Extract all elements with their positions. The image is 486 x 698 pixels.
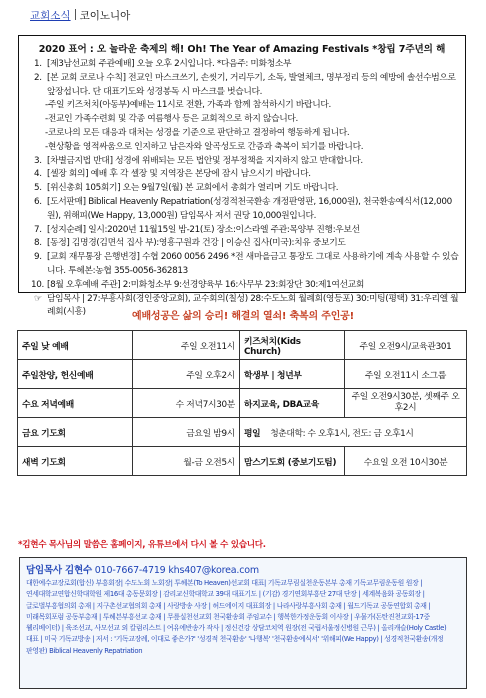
notice-subitem [19,113,465,127]
item-text: [본 교회 코로나 수칙] 전교인 마스크쓰기, 손씻기, 거리두기, 소독, 발열체크, 명부정리 등의 예방에 솔선수범으로 앞장섭니다. 단 대표기도와 성경봉독 시 마스크를 벗습니다. [47,72,456,97]
notice-item [19,251,465,279]
notice-subitem [19,127,465,141]
worship-schedule-table [17,330,467,476]
service-name: 주일 낮 예배 [18,331,133,360]
item-number: 5. [34,183,42,194]
item-text: [교회 재무통장 은행변경] 수협 2060 0056 2496 *전 새마을금고 통장도 그대로 사용하기에 계속 사용할 수 있습니다. 투헤본:농협 355-0056-362813 [47,252,459,276]
pastor-contact[interactable]: 010-7667-4719 khs407@korea.com [94,565,259,576]
pastor-header [26,562,460,576]
item-number: 6. [34,196,42,207]
item-number: 4. [34,169,42,180]
item-text: -현상황을 영적싸움으로 인지하고 남은자와 알곡성도로 간증과 축복이 되기를 바랍니다. [45,141,364,152]
notice-title: 2020 표어 : 오 놀라운 축제의 해! Oh! The Year of Amazing Festivals *창립 7주년의 해 [38,44,446,55]
service-time: 주일 오전11시 [133,331,240,360]
item-number: 9. [34,252,42,263]
notice-item [19,237,465,251]
table-row [18,331,467,360]
notice-item [19,72,465,100]
service-time: 주일 오전9시/교육관301 [345,331,467,360]
item-number: 8. [34,238,42,249]
notice-subitem [19,141,465,155]
service-time: 청춘대학: 수 오후1시, 전도: 금 오후1시 [270,428,414,439]
item-number: 3. [34,155,42,166]
header-divider [75,9,76,20]
notice-item [19,168,465,182]
item-text: [8월 오후예배 주관] 2:미화청소부 9:선경양육부 16:사무부 23:회장단 30:제1여선교회 [47,279,364,290]
service-name: 주일찬양, 헌신예배 [18,360,133,389]
item-text: [셀장 회의] 예배 후 각 셀장 및 지역장은 본당에 잠시 남으시기 바랍니다. [47,169,311,180]
item-number: 1. [34,59,42,69]
service-time: 주일 오전11시 소그룹 [345,360,467,389]
notice-item [19,279,465,293]
service-name: 키즈처치(Kids Church) [240,331,345,360]
item-number: 7. [34,224,42,235]
service-time: 수요일 오전 10시30분 [345,447,467,476]
slogan-banner: 예배성공은 삶의 승리! 해결의 열쇠! 축복의 주인공! [132,311,354,322]
service-name: 금요 기도회 [18,418,133,447]
section-name: 코이노니아 [79,10,131,22]
service-time: 월-금 오전5시 [133,447,240,476]
notice-item [19,196,465,224]
item-text: [도서판매] Biblical Heavenly Repatriation(성경적천국환송 개정판영판, 16,000원), 천국환송예식서(12,000원), 위해피(We Happy, 13,000원) 담임목사 저서 권당 10,000원입니다. [47,196,452,221]
item-text: [동정] 김명경(김면석 집사 부):영흥구원과 건강 | 이승신 집사(미국):치유 중보기도 [47,238,346,249]
notice-list [19,58,465,320]
service-name: 학생부 | 청년부 [240,360,345,389]
notice-item [19,182,465,196]
item-number: 2. [34,72,42,83]
item-text: -전교인 가족수련회 및 각종 여름행사 등은 교회적으로 하지 않습니다. [45,114,298,125]
item-number: 10. [31,279,44,290]
notice-item [19,224,465,238]
item-text: [위신총회 105회기] 오는 9월7일(월) 본 교회에서 총회가 열리며 기도 바랍니다. [47,183,339,194]
item-text: [차별금지법 반대] 성경에 위배되는 모든 법안및 정부정책을 지지하지 않고 반대합니다. [47,155,363,166]
service-name: 새벽 기도회 [18,447,133,476]
category-link[interactable]: 교회소식 [30,10,71,22]
table-row [18,418,467,447]
table-row [18,360,467,389]
service-time: 주일 오후2시 [133,360,240,389]
table-row [18,447,467,476]
pointing-hand-icon: ☞ [34,293,42,304]
service-name: 하지교육, DBA교육 [240,389,345,418]
pastor-name: 담임목사 김현수 [26,565,92,576]
item-text: -코로나의 모든 대응과 대처는 성경을 기준으로 판단하고 결정하여 행동하게 됩니다. [45,127,350,138]
pastor-bio: 대한예수교장로회(합신) 부흥회장| 수도노회 노회장| 투헤본(To Heaven)선교회 대표| 기독교무림실천운동본부 총재 기독교무림운동원 원장 | 연세대학교연합신학대학원 제16대 총동문회장 | 감리교신학대학교 39대 대표기도 | (기감) 경기연회부흥단 27대 단장 | 세계복음화 공동회장 | 글로벌부흥협의회 총재 | 지구촌선교협의회 총재 | 사랑방송 사장 | 허드에이지 대표회장 | 나라사랑부흥사회 총재 | 월드기독교 공동연합회 총재 | 미래목회포럼 공동부총재 | 투헤븐부흥선교 총재 | 무릎실천선교회 천국환송회 주임교수 | 행복한가정운동회 이사장 | 우물가(돈탄진천교회-17중 웰리베이터) | 육조선교, 사모선교 외 칼럼리스트 | 여유에반송가 작사 | 정신건강 상담코치역 원장(전 국립서울정신병원 근무) | 올리캐슬(Holy Castle) 대표 | 미국 기독교방송 | 저서 : '기독교장례, 이대로 좋은가?' '성경적 천국환송' '나행복' '천국환송예식서' '위해피(We Happy) | 성경적천국환송(개정 판영판) Biblical Heavenly Repatriation [26,579,447,655]
table-row [18,389,467,418]
item-text: [성지순례] 일시:2020년 11월15일 밤-21(토) 장소:이스라엘 주관:목양부 진행:우보선 [47,224,360,235]
service-time: 수 저녁7시30분 [133,389,240,418]
replay-note: *김현수 목사님의 말씀은 홈페이지, 유튜브에서 다시 볼 수 있습니다. [18,540,266,550]
service-time: 주일 오전9시30분, 셋째주 오후2시 [345,389,467,418]
pastor-profile-box [19,557,467,689]
page-header [30,8,130,23]
item-text: [제3남선교회 주관예배] 오늘 오후 2시입니다. *다음주: 미화청소부 [47,59,292,69]
weekday-cell [240,418,467,447]
service-time: 금요일 밤9시 [133,418,240,447]
notice-item [19,58,465,72]
service-name: 수요 저녁예배 [18,389,133,418]
service-name: 맘스기도회 (중보기도팀) [240,447,345,476]
item-text: 담임목사 | 27:부흥사회(경인중앙교회), 교수회의(칠성) 28:수도노회 월례회(영등포) 30:미팅(평택) 31:우리엘 월례회(시흥) [47,293,459,318]
notice-item [19,155,465,169]
item-text: -주일 키즈처치(아동부)예배는 11시로 전환, 가족과 함께 참석하시기 바랍니다. [45,100,331,111]
notice-subitem [19,99,465,113]
service-name: 평일 [244,428,261,439]
